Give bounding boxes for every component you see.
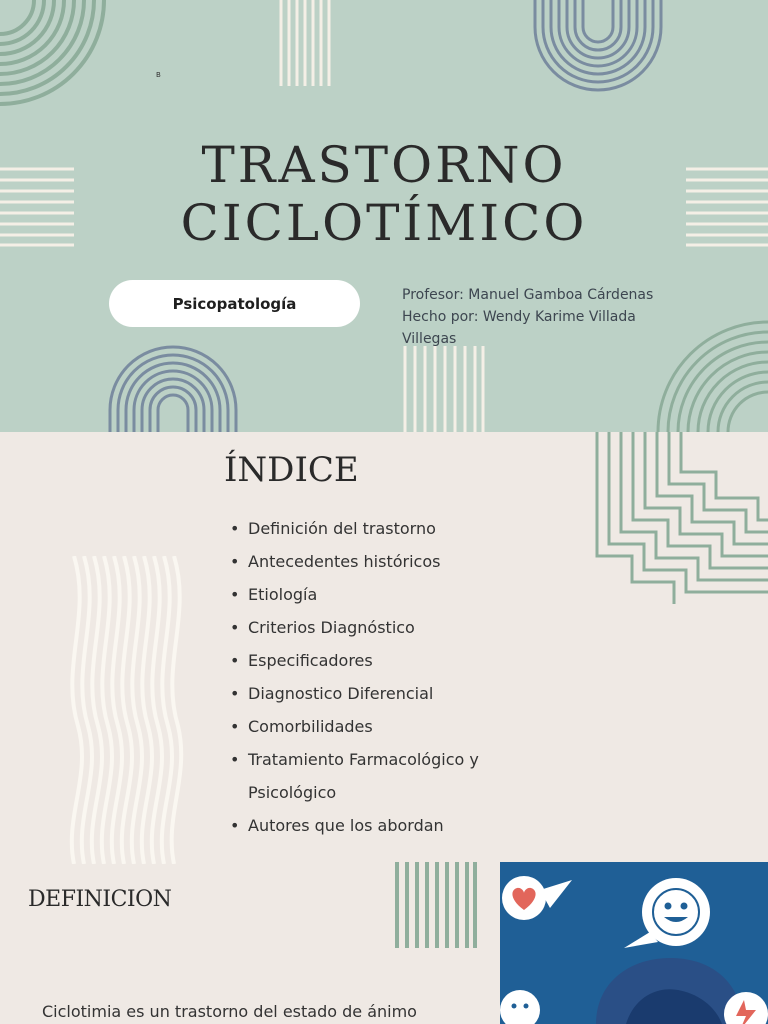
blue-arch-decoration: [533, 0, 663, 92]
smiley-bubble-icon: [624, 878, 710, 948]
credits-block: [402, 284, 682, 350]
illustration-graphic: [500, 862, 768, 1024]
smiley-bubble-icon: [500, 990, 540, 1024]
index-item: • Antecedentes históricos: [230, 545, 530, 578]
author-credit: Hecho por: Wendy Karime Villada: [402, 309, 636, 325]
definition-text: Ciclotimia es un trastorno del estado de ánimo: [42, 1002, 417, 1021]
index-item: • Comorbilidades: [230, 710, 530, 743]
title-slide: [0, 0, 768, 432]
title-line: TRASTORNO: [201, 136, 567, 194]
vertical-stripes-decoration: [394, 862, 478, 948]
index-item: • Tratamiento Farmacológico y Psicológico: [230, 743, 530, 809]
concentric-arc-decoration: [0, 0, 110, 110]
slide-marker: B: [156, 71, 161, 79]
definition-title: DEFINICION: [28, 887, 172, 912]
index-item: • Etiología: [230, 578, 530, 611]
vertical-stripes-decoration: [402, 346, 486, 432]
heart-bubble-icon: [502, 876, 572, 920]
index-item: • Autores que los abordan: [230, 809, 530, 842]
index-item: • Especificadores: [230, 644, 530, 677]
subject-pill: Psicopatología: [109, 280, 360, 327]
vertical-stripes-decoration: [278, 0, 334, 86]
wavy-stripes-decoration: [68, 556, 192, 864]
index-list: [230, 512, 530, 842]
index-slide: [0, 432, 768, 1024]
presentation-title: [0, 136, 768, 252]
author-credit-continued: Villegas: [402, 331, 457, 347]
staircase-lines-decoration: [594, 432, 768, 604]
person-head-icon: [596, 958, 744, 1024]
index-item: • Definición del trastorno: [230, 512, 530, 545]
title-line: CICLOTÍMICO: [180, 194, 588, 252]
professor-credit: Profesor: Manuel Gamboa Cárdenas: [402, 287, 654, 303]
emoji-illustration: [500, 862, 768, 1024]
blue-arch-decoration: [108, 345, 238, 432]
index-title: ÍNDICE: [224, 450, 359, 490]
index-item: • Criterios Diagnóstico: [230, 611, 530, 644]
index-item: • Diagnostico Diferencial: [230, 677, 530, 710]
